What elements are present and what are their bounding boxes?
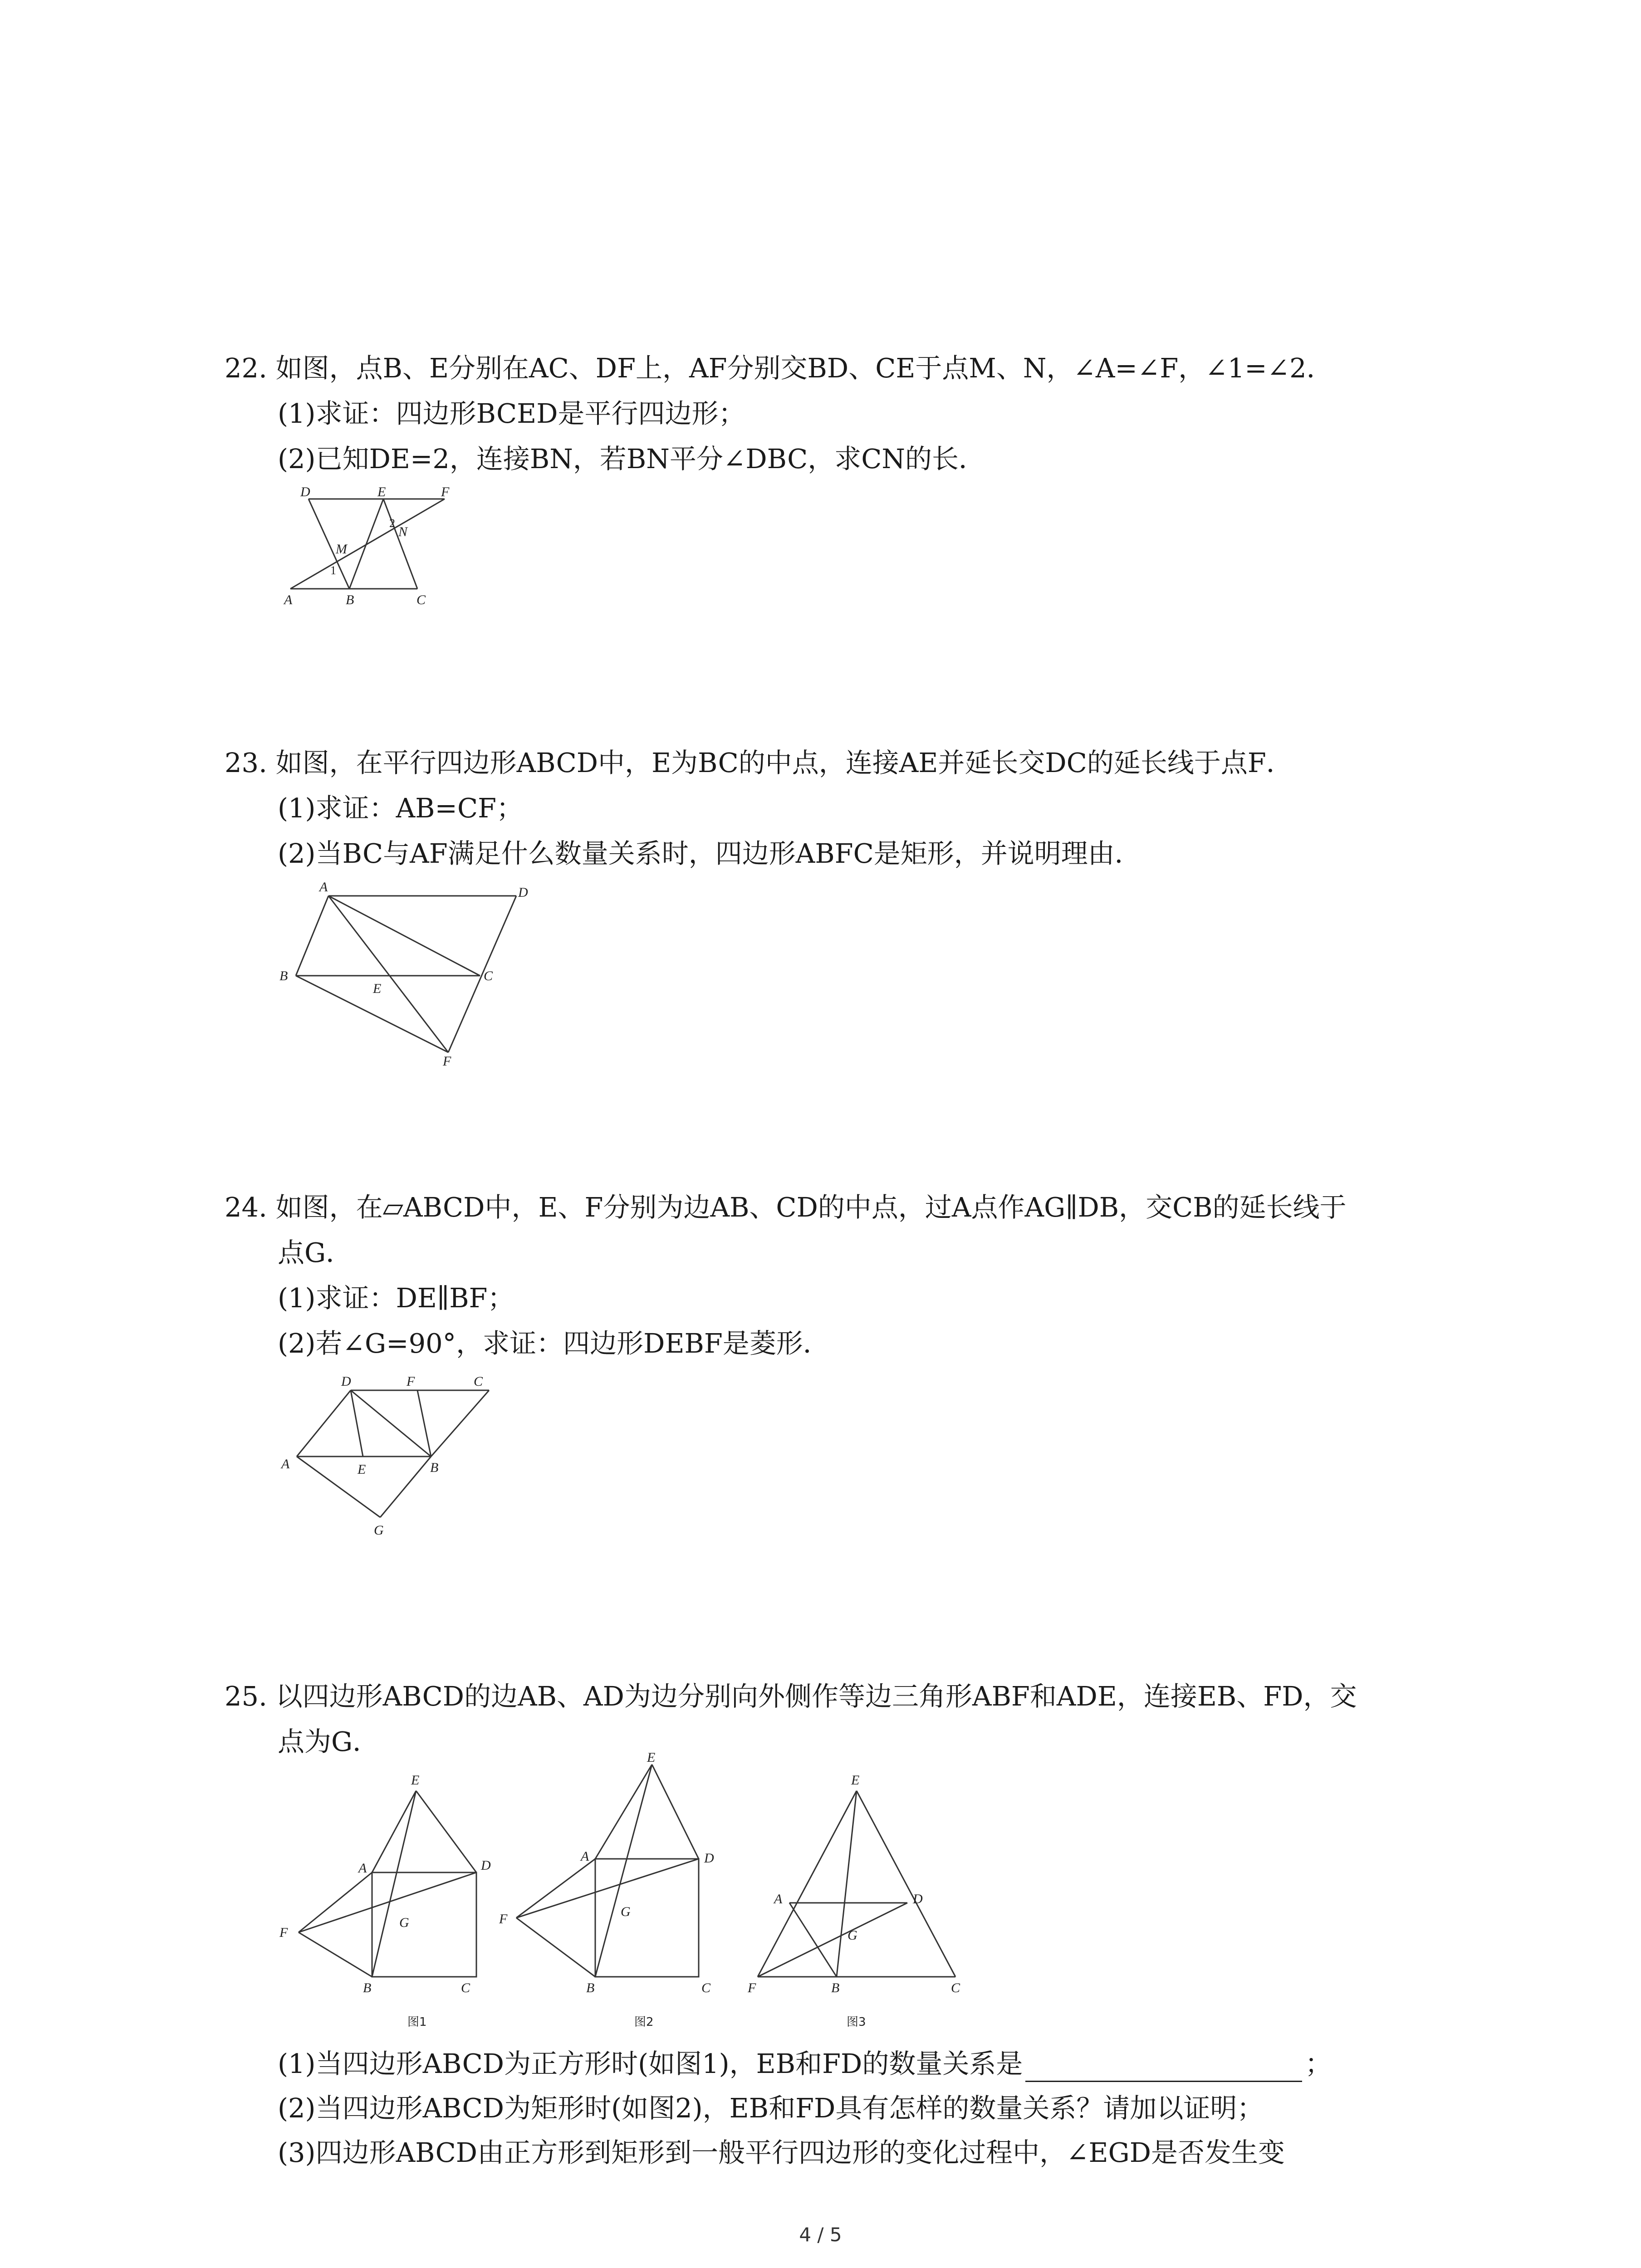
q24-label-E: E xyxy=(358,1462,366,1477)
q25-part1-end: ； xyxy=(1305,2048,1332,2079)
q25-part1-text: (1)当四边形ABCD为正方形时(如图1)，EB和FD的数量关系是 xyxy=(278,2048,1023,2079)
q25-fig1-label-A: A xyxy=(358,1861,367,1876)
q23-label-B: B xyxy=(279,968,288,983)
q25-fig2-label-B: B xyxy=(586,1980,595,1995)
q23-figure xyxy=(272,878,544,1068)
q22-angle-2: 2 xyxy=(389,517,395,530)
q22-stem: 22. 如图，点B、E分别在AC、DF上，AF分别交BD、CE于点M、N，∠A=∠F，∠1=∠2． xyxy=(225,352,1333,384)
q25-fig3-label-E: E xyxy=(851,1773,860,1788)
q22-label-M: M xyxy=(336,542,347,557)
q23-label-E: E xyxy=(373,981,382,996)
q25-fig1-label-E: E xyxy=(411,1773,420,1788)
q24-figure xyxy=(272,1368,508,1549)
q24-label-F: F xyxy=(407,1374,415,1389)
q22-label-A: A xyxy=(284,592,293,607)
q25-fig2-label-C: C xyxy=(701,1980,711,1995)
q25-stem-line1: 25. 以四边形ABCD的边AB、AD为边分别向外侧作等边三角形ABF和ADE，连接EB、FD，交 xyxy=(225,1681,1357,1712)
q23-label-A: A xyxy=(319,880,328,894)
q23-part2: (2)当BC与AF满足什么数量关系时，四边形ABFC是矩形，并说明理由． xyxy=(278,838,1141,869)
q24-label-C: C xyxy=(474,1374,483,1389)
q22-label-E: E xyxy=(377,484,386,499)
q22-label-B: B xyxy=(346,592,354,607)
q25-part2: (2)当四边形ABCD为矩形时(如图2)，EB和FD具有怎样的数量关系？请加以证明； xyxy=(278,2092,1264,2124)
q24-label-G: G xyxy=(374,1523,384,1538)
q25-fig3-caption: 图3 xyxy=(847,2015,866,2029)
q25-figure-2 xyxy=(495,1746,730,2041)
q25-fig2-label-G: G xyxy=(621,1904,631,1919)
q25-stem-line2: 点为G． xyxy=(278,1726,380,1757)
q25-fig1-caption: 图1 xyxy=(407,2015,427,2029)
q25-fig2-label-E: E xyxy=(647,1750,656,1765)
q24-label-B: B xyxy=(430,1460,439,1475)
q25-fig3-label-G: G xyxy=(847,1928,857,1943)
q25-fig2-label-D: D xyxy=(704,1851,714,1866)
q23-label-F: F xyxy=(443,1054,451,1069)
q22-label-D: D xyxy=(300,484,310,499)
q24-part2: (2)若∠G=90°，求证：四边形DEBF是菱形． xyxy=(278,1328,830,1359)
q25-fig3-label-A: A xyxy=(774,1892,783,1906)
q25-fig3-label-F: F xyxy=(748,1980,756,1995)
q22-label-F: F xyxy=(441,484,450,499)
q25-fig3-label-D: D xyxy=(913,1892,923,1906)
page-number: 4 / 5 xyxy=(799,2224,842,2246)
q23-part1: (1)求证：AB=CF； xyxy=(278,792,524,824)
q24-part1: (1)求证：DE∥BF； xyxy=(278,1282,514,1314)
q24-stem-line1: 24. 如图，在▱ABCD中，E、F分别为边AB、CD的中点，过A点作AG∥DB，交CB的延长线于 xyxy=(225,1192,1347,1223)
q22-label-C: C xyxy=(416,592,426,607)
q25-figure-1 xyxy=(272,1765,491,2041)
q25-part1-answer-blank[interactable] xyxy=(1025,2055,1302,2082)
q23-stem: 23. 如图，在平行四边形ABCD中，E为BC的中点，连接AE并延长交DC的延长线于点F． xyxy=(225,747,1293,778)
q22-part1: (1)求证：四边形BCED是平行四边形； xyxy=(278,398,745,429)
q24-stem-line2: 点G． xyxy=(278,1237,353,1268)
q25-part3: (3)四边形ABCD由正方形到矩形到一般平行四边形的变化过程中，∠EGD是否发生变 xyxy=(278,2137,1285,2168)
q25-fig3-label-B: B xyxy=(831,1980,840,1995)
q23-label-C: C xyxy=(484,968,493,983)
q22-figure xyxy=(281,485,463,608)
q25-fig1-label-D: D xyxy=(481,1858,491,1873)
q25-fig2-label-F: F xyxy=(499,1911,508,1926)
q23-label-D: D xyxy=(518,885,528,900)
q25-fig1-label-B: B xyxy=(363,1980,372,1995)
q22-label-N: N xyxy=(398,524,408,539)
q25-fig2-label-A: A xyxy=(581,1849,589,1864)
q25-fig1-label-G: G xyxy=(399,1915,409,1930)
q25-fig1-label-C: C xyxy=(461,1980,470,1995)
q25-part1 xyxy=(278,2046,1332,2082)
q25-fig3-label-C: C xyxy=(951,1980,960,1995)
q22-part2: (2)已知DE=2，连接BN，若BN平分∠DBC，求CN的长． xyxy=(278,443,985,474)
q25-fig1-label-F: F xyxy=(279,1925,288,1940)
q25-figure-3 xyxy=(744,1765,980,2041)
q25-fig2-caption: 图2 xyxy=(634,2015,654,2029)
q24-label-D: D xyxy=(341,1374,351,1389)
q22-angle-1: 1 xyxy=(330,564,336,577)
q24-label-A: A xyxy=(281,1457,290,1471)
